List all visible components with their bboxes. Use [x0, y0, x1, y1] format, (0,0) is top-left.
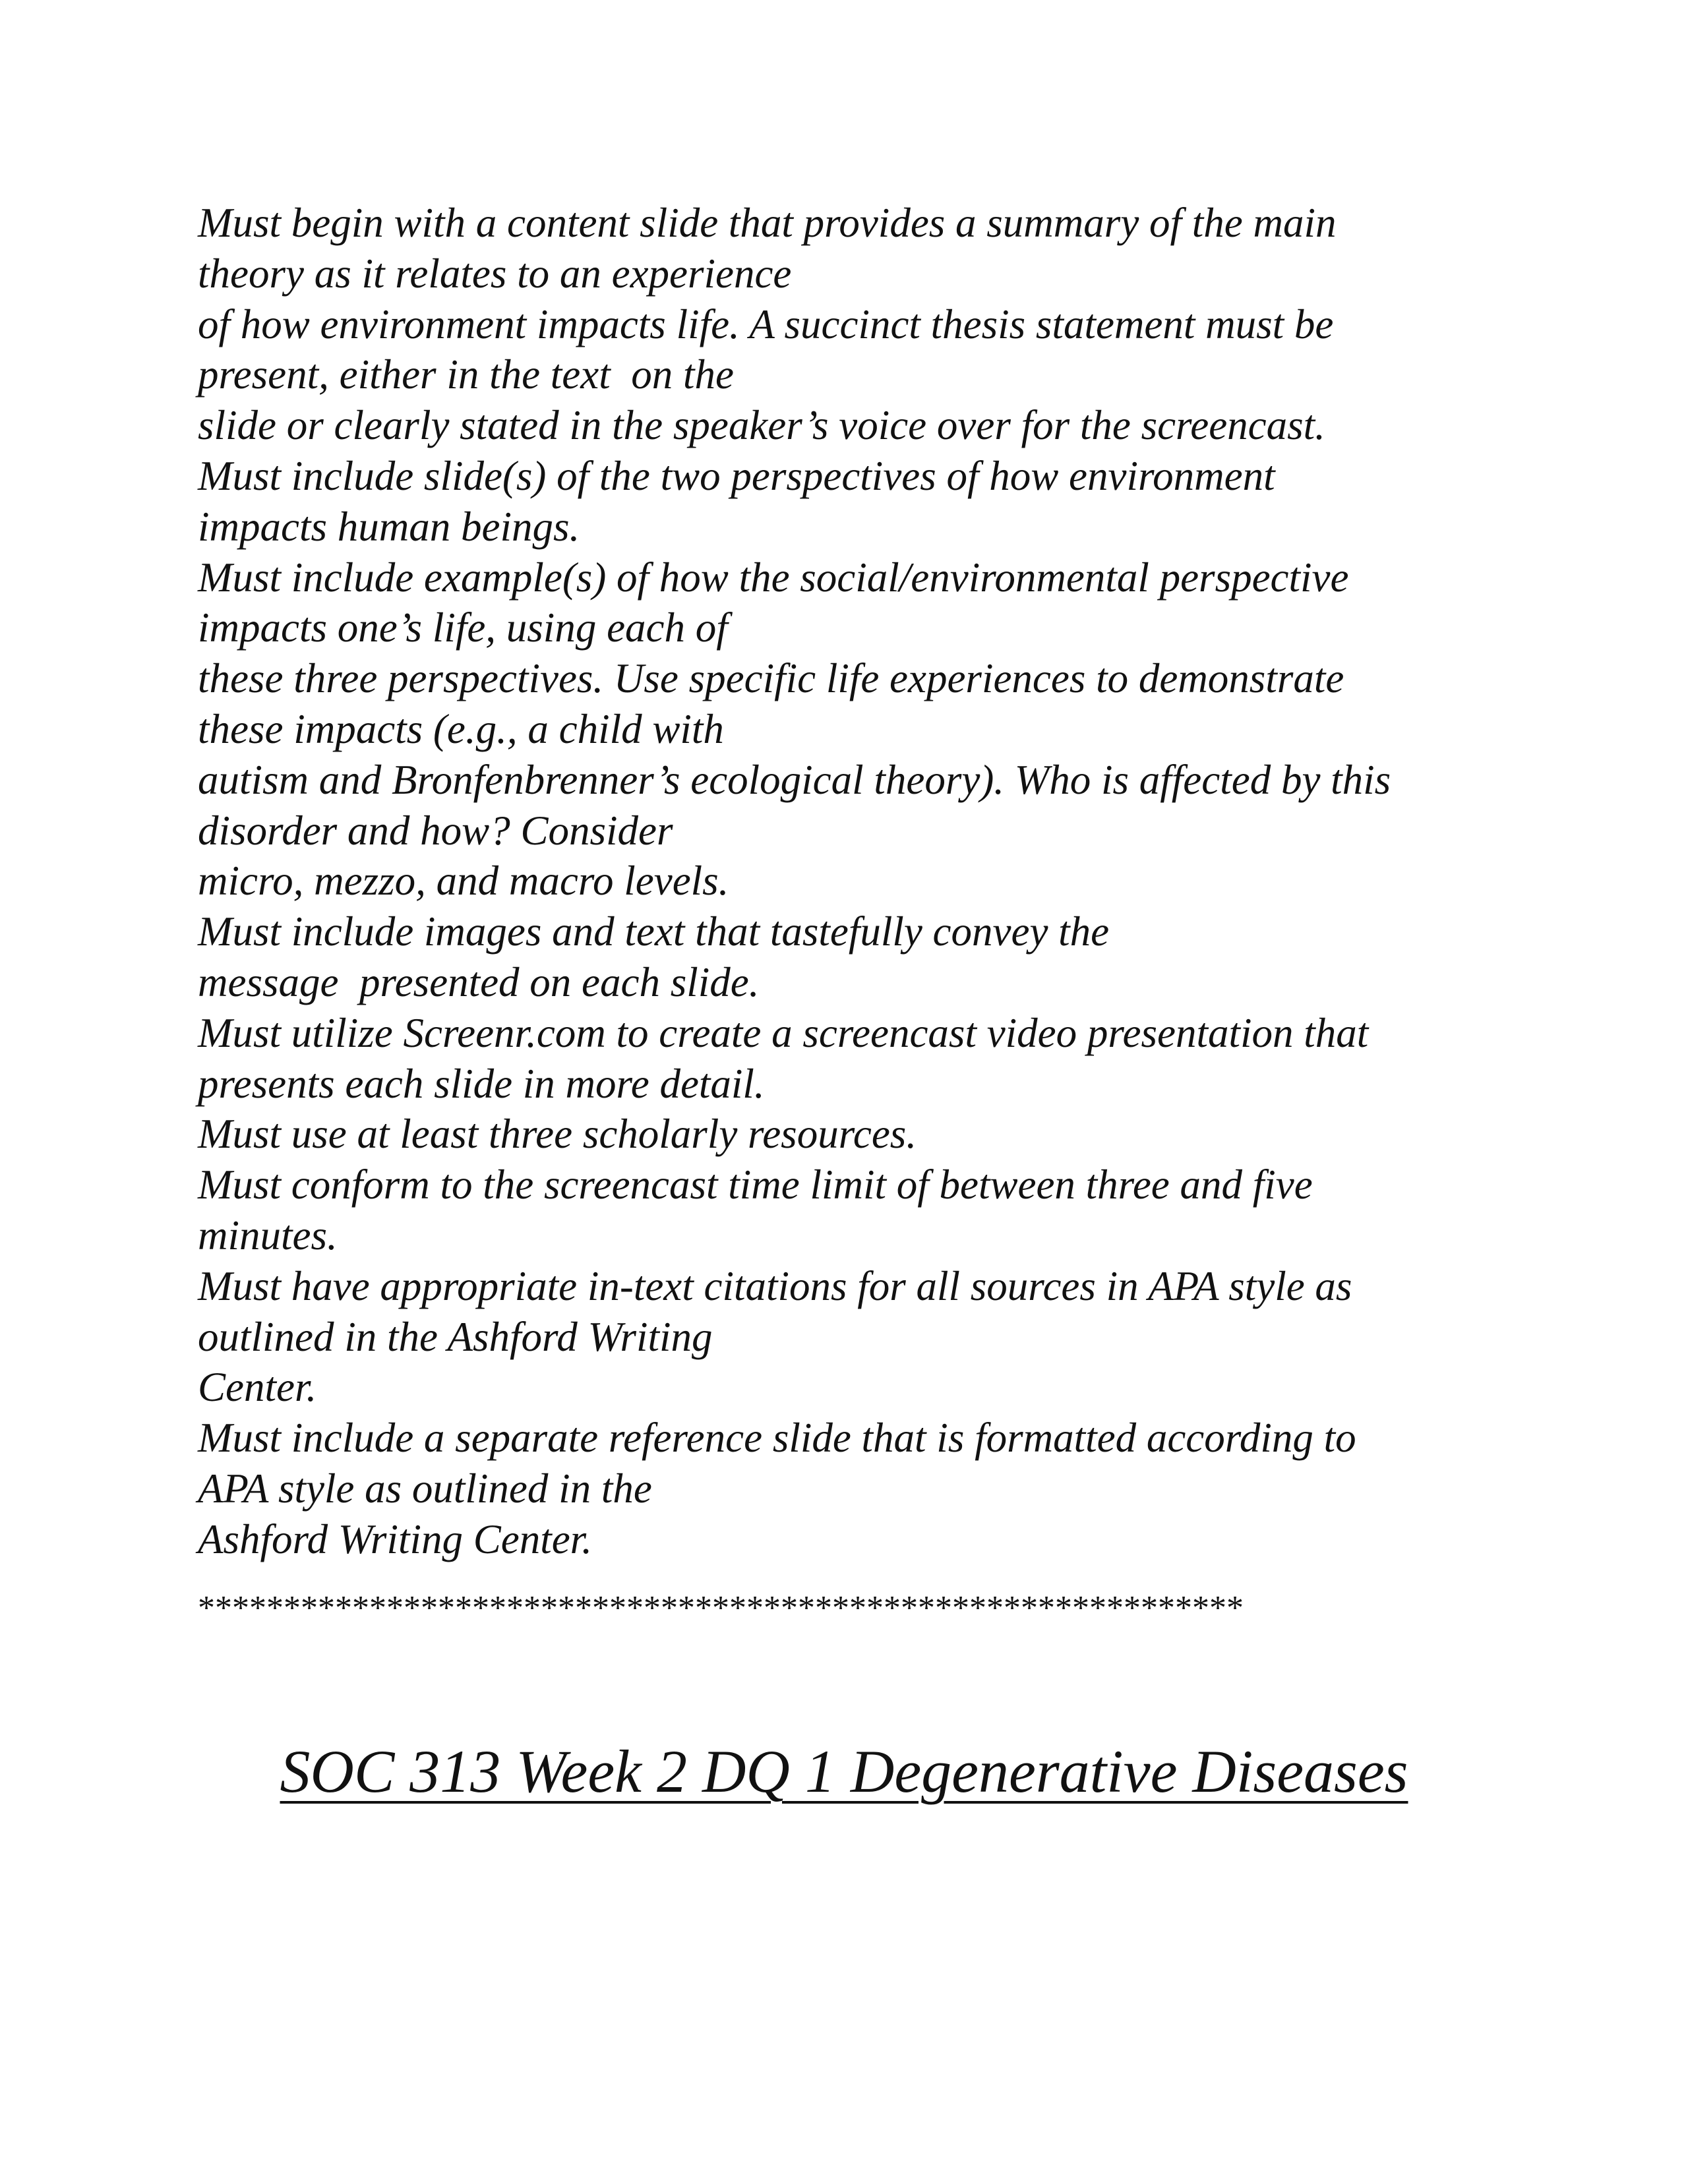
- body-line: Must include slide(s) of the two perspectives of how environment: [198, 452, 1275, 499]
- section-heading: SOC 313 Week 2 DQ 1 Degenerative Diseases: [280, 1738, 1408, 1805]
- body-line: Must utilize Screenr.com to create a screencast video presentation that: [198, 1009, 1369, 1056]
- body-line: Must include a separate reference slide that is formatted according to: [198, 1415, 1356, 1461]
- assignment-requirements: [198, 198, 1517, 1565]
- body-line: outlined in the Ashford Writing: [198, 1313, 713, 1360]
- body-line: impacts human beings.: [198, 503, 580, 550]
- body-line: minutes.: [198, 1212, 338, 1258]
- body-line: these impacts (e.g., a child with: [198, 705, 724, 752]
- body-line: theory as it relates to an experience: [198, 250, 792, 297]
- body-line: Must include example(s) of how the social/environmental perspective: [198, 554, 1349, 601]
- body-line: impacts one’s life, using each of: [198, 605, 728, 651]
- body-line: Ashford Writing Center.: [198, 1516, 592, 1562]
- body-line: autism and Bronfenbrenner’s ecological theory). Who is affected by this: [198, 756, 1391, 803]
- body-line: these three perspectives. Use specific life experiences to demonstrate: [198, 655, 1344, 702]
- body-line: present, either in the text on the: [198, 351, 734, 398]
- body-line: Must conform to the screencast time limit of between three and five: [198, 1162, 1313, 1208]
- body-line: Must include images and text that tastefully convey the: [198, 908, 1110, 955]
- body-line: presents each slide in more detail.: [198, 1060, 765, 1107]
- body-line: Must have appropriate in-text citations for all sources in APA style as: [198, 1262, 1352, 1309]
- body-line: micro, mezzo, and macro levels.: [198, 858, 729, 904]
- body-line: slide or clearly stated in the speaker’s voice over for the screencast.: [198, 402, 1325, 449]
- body-line: APA style as outlined in the: [198, 1465, 652, 1512]
- body-line: of how environment impacts life. A succinct thesis statement must be: [198, 301, 1334, 347]
- body-line: message presented on each slide.: [198, 959, 760, 1005]
- body-line: disorder and how? Consider: [198, 807, 673, 854]
- body-line: Center.: [198, 1364, 317, 1411]
- asterisk-separator: *************************************************************: [198, 1589, 1244, 1627]
- body-line: Must begin with a content slide that provides a summary of the main: [198, 200, 1337, 246]
- body-line: Must use at least three scholarly resources.: [198, 1111, 917, 1158]
